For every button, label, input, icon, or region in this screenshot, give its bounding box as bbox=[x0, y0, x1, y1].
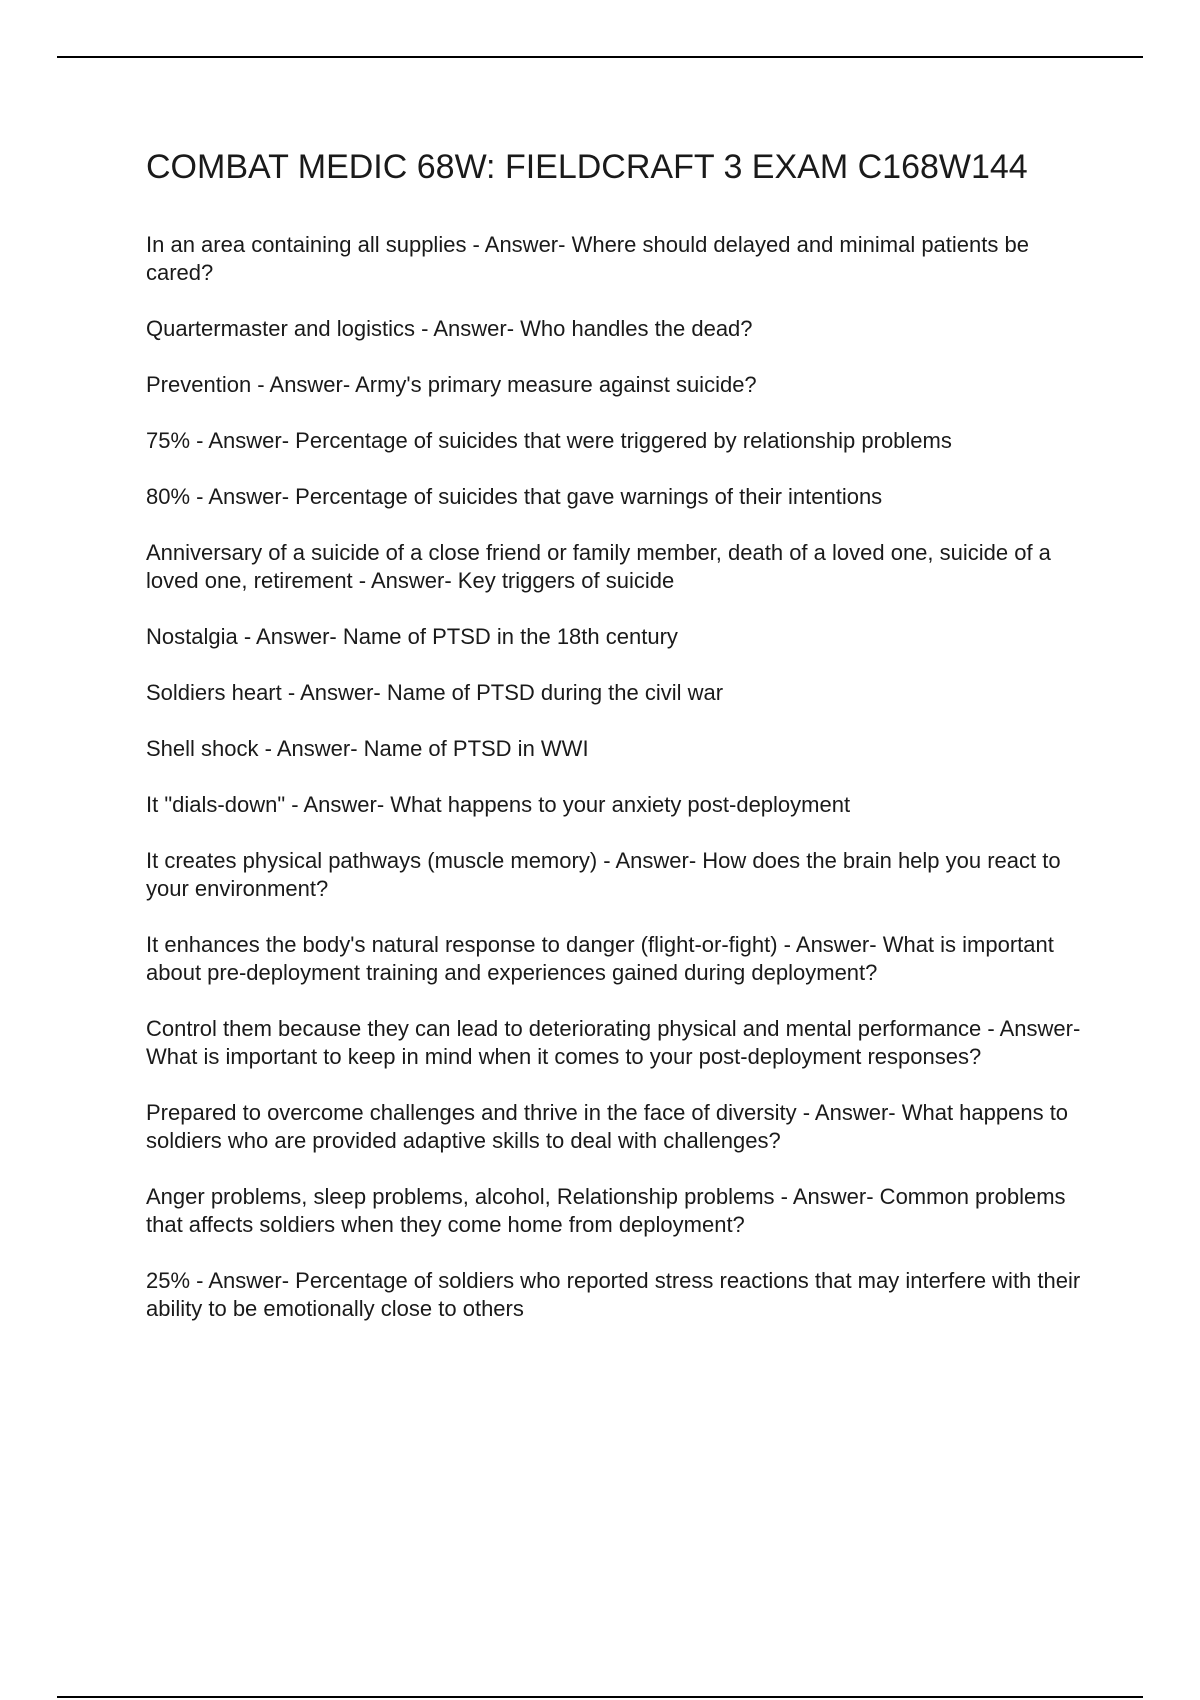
qa-item: Soldiers heart - Answer- Name of PTSD during the civil war bbox=[146, 680, 724, 705]
qa-item: It enhances the body's natural response to danger (flight-or-fight) - Answer- What is important about pre-deployment training and experiences gained during deployment? bbox=[146, 932, 1054, 985]
qa-item: It creates physical pathways (muscle memory) - Answer- How does the brain help you react to your environment? bbox=[146, 848, 1061, 901]
document-body bbox=[146, 146, 1092, 1351]
qa-item: 25% - Answer- Percentage of soldiers who reported stress reactions that may interfere with their ability to be emotionally close to others bbox=[146, 1268, 1081, 1321]
qa-item: In an area containing all supplies - Answer- Where should delayed and minimal patients be cared? bbox=[146, 232, 1029, 285]
qa-item: Prevention - Answer- Army's primary measure against suicide? bbox=[146, 372, 757, 397]
qa-item: Nostalgia - Answer- Name of PTSD in the 18th century bbox=[146, 624, 678, 649]
qa-item: Anniversary of a suicide of a close friend or family member, death of a loved one, suicide of a loved one, retirement - Answer- Key triggers of suicide bbox=[146, 540, 1051, 593]
document-title: COMBAT MEDIC 68W: FIELDCRAFT 3 EXAM C168W144 bbox=[146, 148, 1028, 186]
bottom-rule bbox=[57, 1696, 1143, 1698]
qa-item: Anger problems, sleep problems, alcohol, Relationship problems - Answer- Common problems that affects soldiers when they come home from deployment? bbox=[146, 1184, 1066, 1237]
qa-item: 75% - Answer- Percentage of suicides that were triggered by relationship problems bbox=[146, 428, 952, 453]
qa-item: 80% - Answer- Percentage of suicides that gave warnings of their intentions bbox=[146, 484, 883, 509]
qa-item: Prepared to overcome challenges and thrive in the face of diversity - Answer- What happens to soldiers who are provided adaptive skills to deal with challenges? bbox=[146, 1100, 1069, 1153]
top-rule bbox=[57, 56, 1143, 58]
qa-item: It "dials-down" - Answer- What happens to your anxiety post-deployment bbox=[146, 792, 851, 817]
qa-item: Control them because they can lead to deteriorating physical and mental performance - Answer- What is important to keep in mind when it comes to your post-deployment responses? bbox=[146, 1016, 1081, 1069]
qa-item: Quartermaster and logistics - Answer- Who handles the dead? bbox=[146, 316, 753, 341]
qa-item: Shell shock - Answer- Name of PTSD in WWI bbox=[146, 736, 589, 761]
